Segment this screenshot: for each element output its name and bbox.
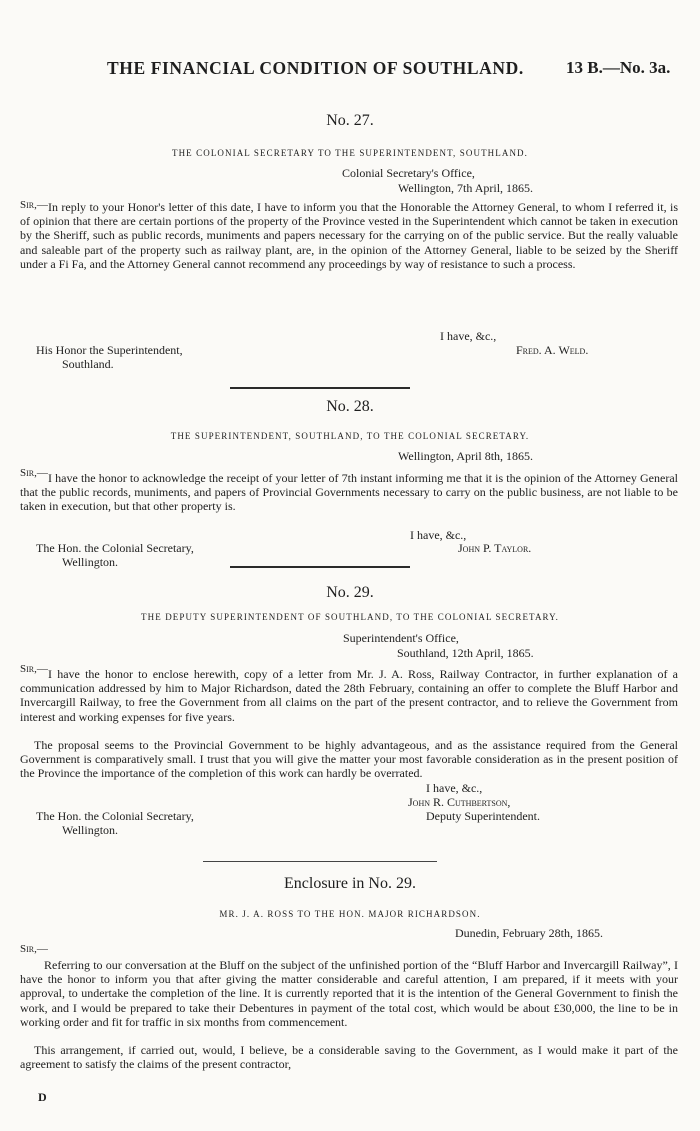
page-number: 13 B.—No. 3a.: [566, 58, 671, 77]
letter-date: Wellington, 7th April, 1865.: [398, 181, 534, 195]
letter-closing: I have, &c.,: [426, 781, 483, 795]
letter-paragraph: In reply to your Honor's letter of this date, I have to inform you that the Honorable the Attorney General, to whom I referred it, is of opinion that there are certain portions of the property of the Province vested in the Superintendent which cannot be taken in execution by the Sheriff, such as public records, muniments and papers necessary for the carrying on of the public service. But the really valuable and saleable part of the property such as railway plant, are, in the opinion of the Attorney General, liable to be seized by the Sheriff under a Fi Fa, and the Attorney General cannot recommend any proceedings by way of resistance to such a process.: [20, 200, 678, 271]
running-head-title: THE FINANCIAL CONDITION OF SOUTHLAND.: [107, 58, 524, 78]
enclosure-date: Dunedin, February 28th, 1865.: [455, 926, 603, 940]
letter-signature: John R. Cuthbertson,: [408, 795, 511, 809]
letter-signature: Fred. A. Weld.: [516, 343, 589, 357]
letter-address: Superintendent's Office,: [343, 631, 459, 645]
signature-mark: D: [38, 1090, 47, 1104]
salutation: Sir,—: [20, 663, 48, 675]
section-divider: [230, 566, 410, 568]
salutation: Sir,—: [20, 943, 48, 955]
letter-address: Colonial Secretary's Office,: [342, 166, 475, 180]
letter-paragraph: The proposal seems to the Provincial Government to be highly advantageous, and as the assistance required from the General Government is comparatively small. I trust that you will give the matter your most favorable consideration as in the present position of the Province the importance of the completion of this work can hardly be overrated.: [20, 738, 678, 781]
letter-closing: I have, &c.,: [410, 528, 467, 542]
enclosure-heading: MR. J. A. ROSS TO THE HON. MAJOR RICHARDSON.: [219, 909, 481, 919]
letter-number: No. 27.: [326, 112, 374, 129]
letter-date: Wellington, April 8th, 1865.: [398, 449, 534, 463]
enclosure-title: Enclosure in No. 29.: [284, 875, 416, 892]
letter-paragraph: I have the honor to enclose herewith, copy of a letter from Mr. J. A. Ross, Railway Contractor, in further explanation of a communication addressed by him to Major Richardson, dated the 28th February, containing an offer to complete the Bluff Harbor and Invercargill Railway, to free the Government from all claims on the part of the present contractor, and to relieve the Government from interest and working expenses for five years.: [20, 667, 678, 724]
letter-heading: THE COLONIAL SECRETARY TO THE SUPERINTENDENT, SOUTHLAND.: [171, 148, 529, 158]
letter-recipient: His Honor the Superintendent,: [36, 343, 183, 357]
letter-recipient: The Hon. the Colonial Secretary,: [36, 809, 194, 823]
letter-number: No. 29.: [326, 584, 374, 601]
salutation: Sir,—: [20, 467, 48, 479]
letter-signature: John P. Taylor.: [458, 541, 532, 555]
running-head: [0, 58, 700, 82]
enclosure-paragraph: Referring to our conversation at the Bluff on the subject of the unfinished portion of the “Bluff Harbor and Invercargill Railway”, I have the honor to inform you that after giving the matter considerable and careful attention, I am prepared, if it meets with your approval, to undertake the completion of the line. It is currently reported that it is the intention of the General Government to finish the work, and I would be prepared to take their Debentures in payment of the total cost, which would be about £30,000, the line to be in working order and fit for traffic in six months from commencement.: [20, 958, 678, 1029]
letter-recipient-place: Southland.: [62, 357, 114, 371]
letter-recipient: The Hon. the Colonial Secretary,: [36, 541, 194, 555]
letter-heading: THE DEPUTY SUPERINTENDENT OF SOUTHLAND, TO THE COLONIAL SECRETARY.: [141, 612, 559, 622]
letter-date: Southland, 12th April, 1865.: [397, 646, 534, 660]
letter-number: No. 28.: [326, 398, 374, 415]
section-divider: [203, 861, 437, 862]
salutation: Sir,—: [20, 199, 48, 211]
letter-heading: THE SUPERINTENDENT, SOUTHLAND, TO THE COLONIAL SECRETARY.: [170, 431, 530, 441]
signature-title: Deputy Superintendent.: [426, 809, 540, 823]
letter-paragraph: I have the honor to acknowledge the receipt of your letter of 7th instant informing me that it is the opinion of the Attorney General that the public records, muniments, and papers of Provincial Governments necessary to carry on the public business, are not liable to be taken in execution, but that other property is.: [20, 471, 678, 514]
letter-recipient-place: Wellington.: [62, 555, 119, 569]
enclosure-paragraph: This arrangement, if carried out, would, I believe, be a considerable saving to the Government, as I would make it part of the agreement to satisfy the claims of the present contractor,: [20, 1043, 678, 1072]
letter-closing: I have, &c.,: [440, 329, 497, 343]
section-divider: [230, 387, 410, 389]
letter-recipient-place: Wellington.: [62, 823, 119, 837]
